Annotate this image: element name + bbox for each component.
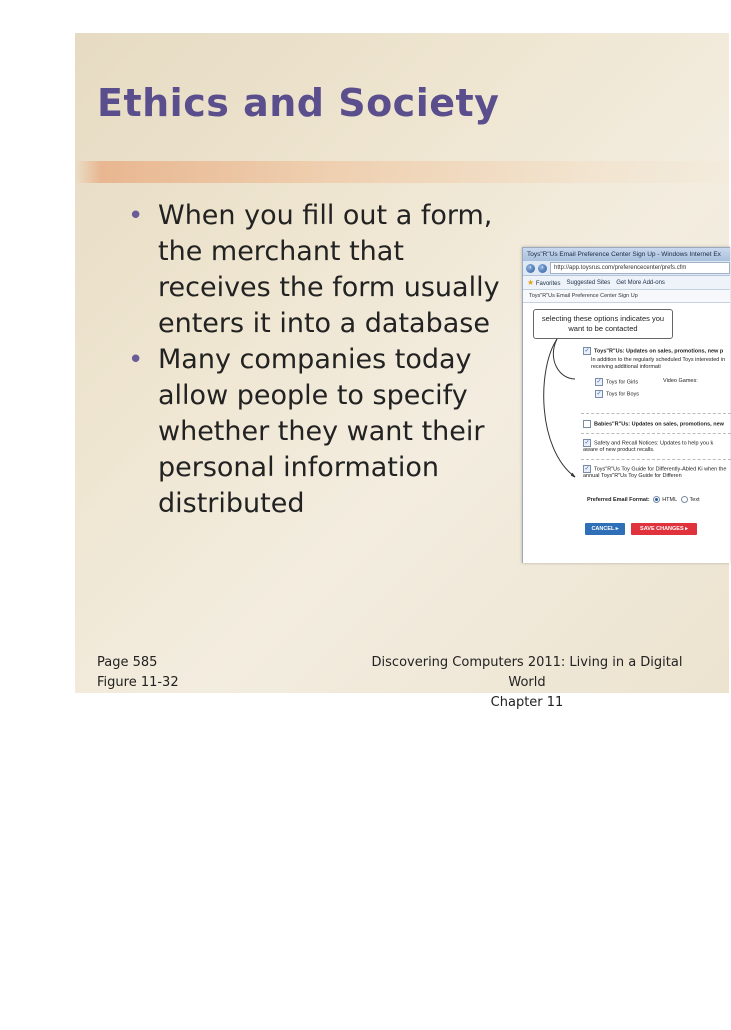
bullet-dot-icon: • (128, 345, 144, 375)
option-toy-guide: ✓ Toys"R"Us Toy Guide for Differently-Abled Ki when the annual Toys"R"Us Toy Guide for Differen (583, 466, 727, 480)
bullet-text: Many companies today allow people to specify whether they want their personal information distributed (158, 344, 485, 519)
checkbox-icon (583, 420, 591, 428)
cancel-button: CANCEL ▸ (585, 523, 625, 535)
checkbox-checked-icon: ✓ (596, 379, 602, 385)
book-title: Discovering Computers 2011: Living in a Digital World (371, 655, 683, 690)
option-safety: ✓ Safety and Recall Notices: Updates to help you k aware of new product recalls. (583, 440, 714, 454)
divider (581, 459, 731, 460)
suggested-sites-item: Suggested Sites (566, 279, 611, 286)
callout-box: selecting these options indicates you want to be contacted (533, 309, 673, 339)
bullet-list (123, 198, 503, 522)
option-toys-for-boys: ✓ Toys for Boys (596, 391, 640, 398)
divider (581, 413, 731, 414)
browser-screenshot-figure (522, 247, 730, 563)
checkbox-checked-icon: ✓ (596, 391, 602, 397)
divider (581, 433, 731, 434)
favorites-bar (523, 276, 730, 290)
option-toysrus-sub: In addition to the regularly scheduled Toys interested in receiving additional informati (591, 357, 726, 370)
forward-icon: › (538, 264, 547, 273)
option-video-games: Video Games: (663, 378, 698, 384)
callout-arrow-icon (537, 339, 577, 479)
get-more-addons-item: Get More Add-ons (616, 279, 665, 286)
checkbox-checked-icon: ✓ (584, 348, 590, 354)
bullet-dot-icon: • (128, 201, 144, 231)
title-accent-bar (75, 161, 729, 183)
window-title: Toys"R"Us Email Preference Center Sign Up - Windows Internet Ex (523, 248, 730, 261)
radio-icon (681, 496, 688, 503)
address-row (523, 261, 730, 276)
address-bar: http://app.toysrus.com/preferencecenter/prefs.cfm (550, 262, 730, 274)
option-toys-for-girls: ✓ Toys for Girls (596, 379, 639, 386)
chapter-label: Chapter 11 (490, 695, 564, 710)
slide-title: Ethics and Society (97, 81, 500, 125)
option-babiesrus: Babies"R"Us: Updates on sales, promotions, new (583, 420, 724, 428)
star-icon: ★ (527, 278, 535, 287)
favorites-item: ★ Favorites (527, 278, 561, 287)
footer-center (357, 653, 697, 713)
figure-reference: Figure 11-32 (97, 675, 179, 690)
radio-selected-icon (653, 496, 660, 503)
slide (75, 33, 729, 710)
browser-tab: Toys"R"Us Email Preference Center Sign Up (523, 290, 730, 303)
bullet-text: When you fill out a form, the merchant that receives the form usually enters it into a database (158, 200, 500, 339)
page-reference: Page 585 (97, 655, 158, 670)
web-page-content (523, 303, 730, 563)
preferred-format-row: Preferred Email Format: HTML Text (587, 496, 700, 503)
save-changes-button: SAVE CHANGES ▸ (631, 523, 697, 535)
back-icon: ‹ (526, 264, 535, 273)
checkbox-checked-icon: ✓ (584, 466, 590, 472)
checkbox-checked-icon: ✓ (584, 440, 590, 446)
bullet-item (123, 342, 503, 522)
footer-left (97, 653, 179, 693)
option-toysrus: ✓ Toys"R"Us: Updates on sales, promotions, new p (584, 348, 724, 355)
bullet-item (123, 198, 503, 342)
